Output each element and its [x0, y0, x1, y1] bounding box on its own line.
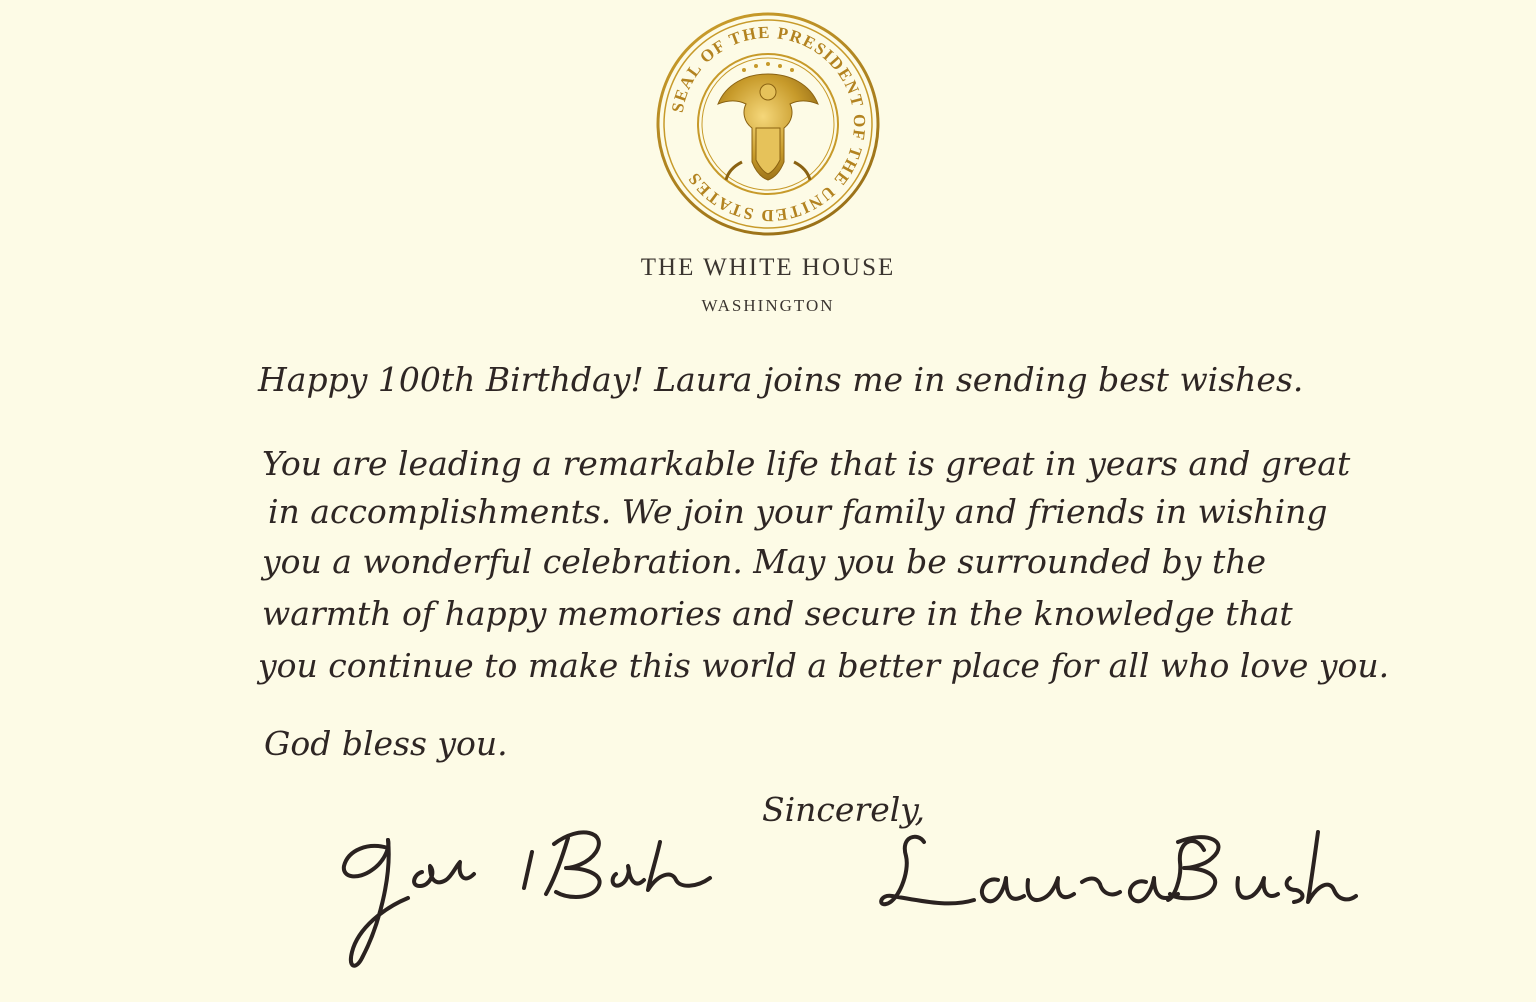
body-line-3: you a wonderful celebration. May you be surrounded by the [262, 542, 1266, 581]
body-line-5: you continue to make this world a better place for all who love you. [258, 646, 1390, 685]
body-line-1: You are leading a remarkable life that is great in years and great [262, 444, 1351, 483]
blessing-line: God bless you. [264, 724, 508, 763]
body-line-4: warmth of happy memories and secure in the knowledge that [262, 594, 1293, 633]
seal-ring-text: SEAL OF THE PRESIDENT OF THE UNITED STATES [667, 22, 870, 226]
george-bush-signature [318, 818, 738, 988]
laura-bush-signature [878, 812, 1358, 932]
body-line-2: in accomplishments. We join your family and friends in wishing [268, 492, 1328, 531]
greeting-line: Happy 100th Birthday! Laura joins me in sending best wishes. [258, 360, 1304, 399]
presidential-seal-icon [656, 12, 880, 236]
letterhead-subtitle: WASHINGTON [701, 296, 835, 315]
eagle-icon [718, 74, 818, 180]
closing-line: Sincerely, [762, 790, 926, 829]
letterhead-title: THE WHITE HOUSE [640, 254, 896, 281]
